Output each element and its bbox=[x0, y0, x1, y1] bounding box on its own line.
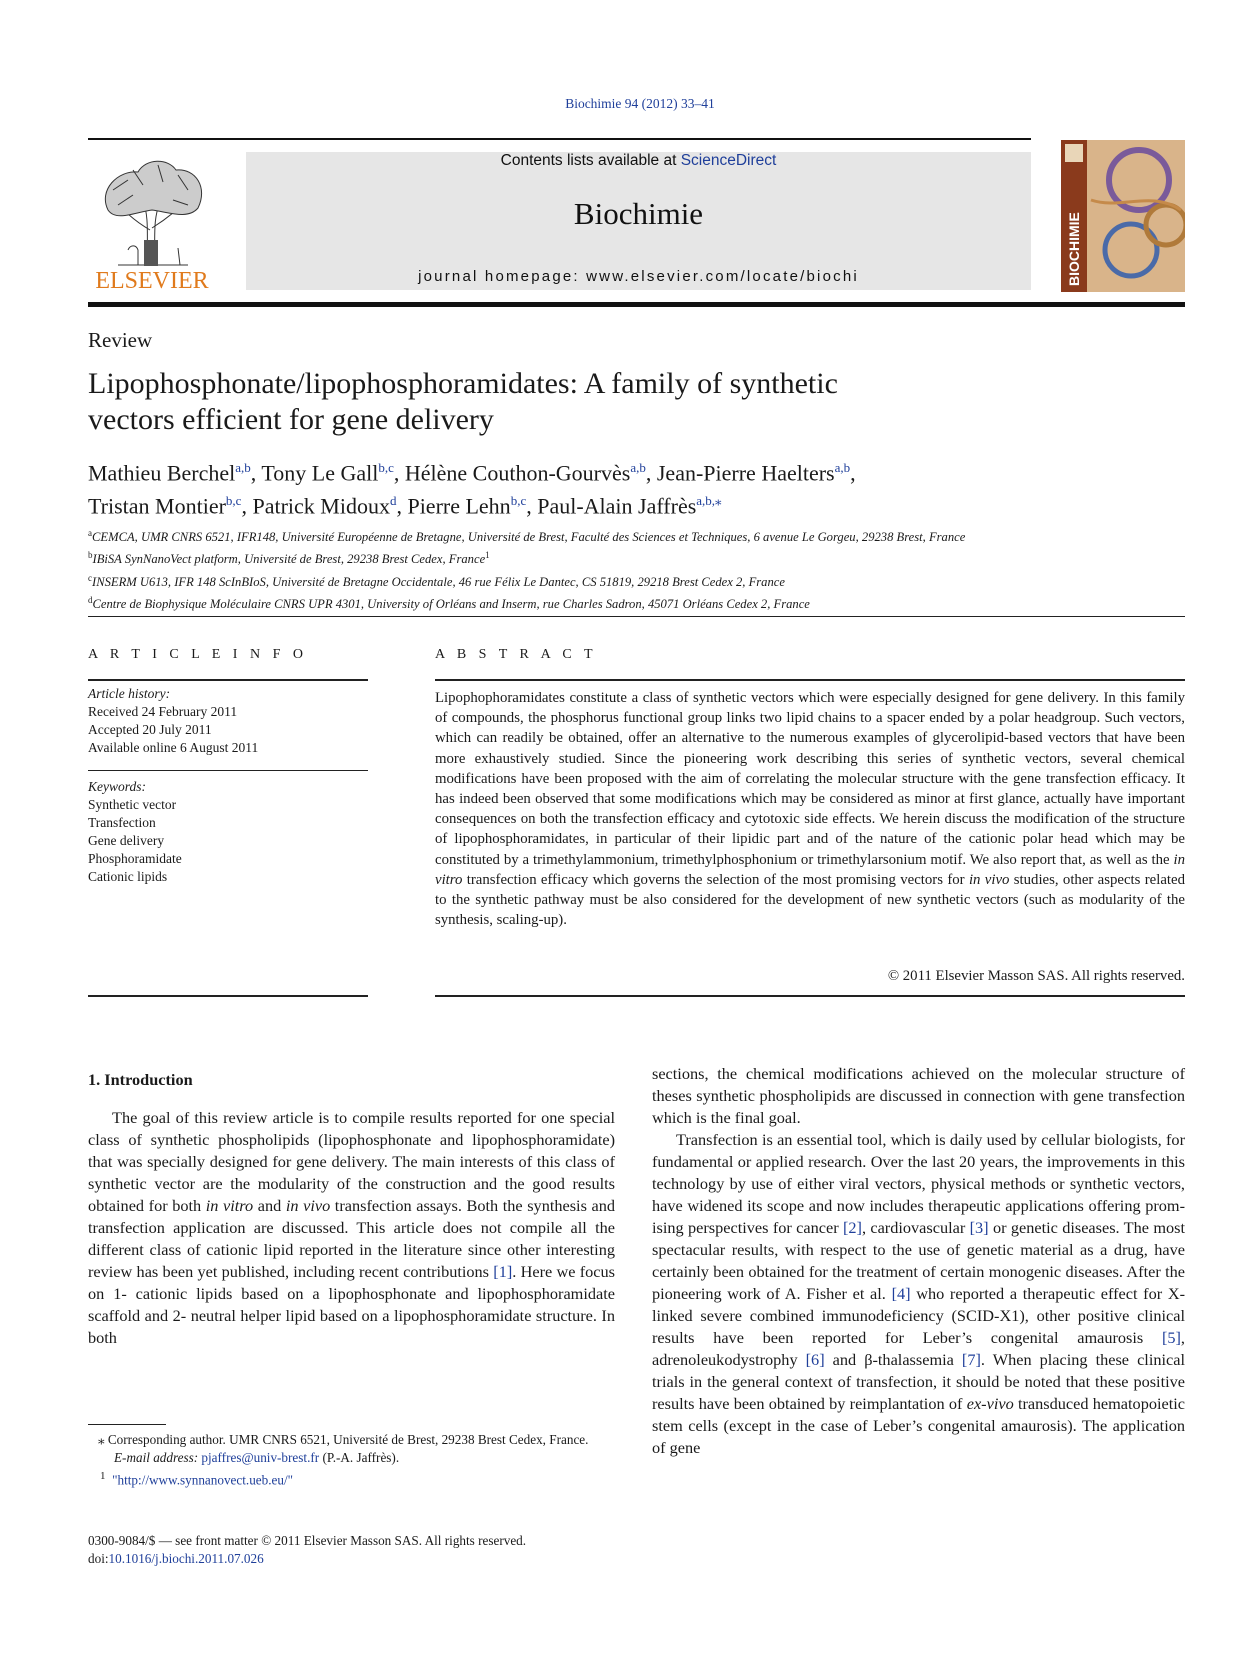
citation-link[interactable]: [2] bbox=[842, 1218, 862, 1237]
journal-banner bbox=[246, 152, 1031, 290]
email-note: E-mail address: pjaffres@univ-brest.fr (P.-A. Jaffrès). bbox=[114, 1450, 400, 1465]
citation-link[interactable]: [6] bbox=[805, 1350, 825, 1369]
front-matter bbox=[88, 1532, 688, 1568]
history-item: Available online 6 August 2011 bbox=[88, 740, 259, 755]
article-history: Article history: Received 24 February 2011 Accepted 20 July 2011 Available online 6 August 2011 bbox=[88, 685, 368, 757]
header-thick-rule bbox=[88, 302, 1185, 307]
author-affil-link[interactable]: b,c bbox=[510, 493, 527, 509]
footnote-1: $^1$ "http://www.synnanovect.ueb.eu/" bbox=[100, 1470, 294, 1488]
title-line: vectors efficient for gene delivery bbox=[88, 403, 494, 436]
author-line: Tristan Montier$^{b,c}$, Patrick Midoux$^d$, Pierre Lehn$^{b,c}$, Paul-Alain Jaffrès$^{a,b,⁎}$ bbox=[88, 493, 722, 519]
article-type: Review bbox=[88, 328, 153, 352]
article-info-bottom-rule bbox=[88, 995, 368, 997]
article-title bbox=[88, 366, 988, 438]
keyword: Transfection bbox=[88, 815, 156, 830]
journal-cover[interactable] bbox=[1061, 140, 1185, 292]
keyword: Phosphoramidate bbox=[88, 851, 182, 866]
citation-link[interactable]: [7] bbox=[961, 1350, 981, 1369]
section-heading: 1. Introduction bbox=[88, 1070, 193, 1089]
citation-link[interactable]: [4] bbox=[891, 1284, 911, 1303]
footnote-link[interactable]: 1 bbox=[485, 550, 490, 561]
abstract-rule bbox=[435, 679, 1185, 681]
author-affil-link[interactable]: b,c bbox=[378, 460, 394, 475]
author-affil-link[interactable]: a,b bbox=[235, 460, 251, 475]
cover-title: BIOCHIMIE bbox=[1066, 212, 1082, 286]
section-rule bbox=[88, 616, 1185, 617]
cover-image-icon bbox=[1061, 140, 1185, 292]
author-affil-link[interactable]: a,b bbox=[630, 460, 646, 475]
affiliation: $^c$INSERM U613, IFR 148 ScInBIoS, Université de Bretagne Occidentale, 46 rue Félix Le Dantec, CS 51819, 29218 Brest Cedex 2, France bbox=[88, 572, 785, 590]
elsevier-wordmark: ELSEVIER bbox=[95, 268, 209, 292]
article-info-rule bbox=[88, 679, 368, 681]
author-name: Tony Le Gall bbox=[261, 460, 379, 486]
intro-left-column bbox=[88, 1107, 615, 1349]
keywords: Keywords: Synthetic vector Transfection Gene delivery Phosphoramidate Cationic lipids bbox=[88, 778, 368, 886]
issn-line: 0300-9084/$ — see front matter © 2011 Elsevier Masson SAS. All rights reserved. bbox=[88, 1533, 527, 1548]
journal-reference[interactable]: Biochimie 94 (2012) 33–41 bbox=[565, 96, 715, 111]
corresponding-author-note: ⁎ Corresponding author. UMR CNRS 6521, Université de Brest, 29238 Brest Cedex, France. bbox=[98, 1432, 589, 1447]
abstract-body: Lipophophoramidates constitute a class of synthetic vectors which were especially designed for gene delivery. In this family of compounds, the phosphorus functional group links two lipid chains to a spacer ended by a polar headgroup. Such vectors, which can readily be obtained, offer an alternative to the numerous examples of glycerolipid-based vectors that have been more exhaustively studied. Since the pioneering work describing this series of synthetic vectors, several chemical modifications have been proposed with the aim of correlating the molecular structure with the gene transfection efficacy. It has indeed been observed that some modifications which may be considered as minor at first glance, actually have important consequences on both the transfection efficacy and cytotoxic side effects. We herein discuss the modification of the structure of lipophosphoramidates, in particular of their lipidic part and of the nature of the cationic polar head which may be constituted by a trimethylammonium, trimethylphosphonium or trimethylarsonium motif. We also report that, as well as the in vitro transfection efficacy which governs the selection of the most promising vectors for in vivo studies, other aspects related to the synthetic pathway must be also considered for the development of new synthetic vectors (such as modularity of the synthesis, scaling-up). bbox=[435, 690, 1185, 929]
affiliation: $^a$CEMCA, UMR CNRS 6521, IFR148, Université Européenne de Bretagne, Université de Brest, Faculté des Sciences et Techniques, 6 avenue Le Gorgeu, 29238 Brest, France bbox=[88, 528, 966, 545]
header-rule bbox=[88, 138, 1031, 140]
author-affil-link[interactable]: a,b bbox=[834, 460, 851, 475]
doi-link[interactable]: 10.1016/j.biochi.2011.07.026 bbox=[108, 1551, 264, 1566]
citation-link[interactable]: [5] bbox=[1161, 1328, 1181, 1347]
footnote-url-link[interactable]: "http://www.synnanovect.ueb.eu/" bbox=[112, 1472, 294, 1488]
email-link[interactable]: pjaffres@univ-brest.fr bbox=[201, 1450, 320, 1465]
author-affil-link[interactable]: a,b,⁎ bbox=[696, 493, 722, 509]
abstract-heading: A B S T R A C T bbox=[435, 647, 598, 662]
author-name: Tristan Montier bbox=[88, 493, 226, 519]
sciencedirect-link[interactable]: ScienceDirect bbox=[680, 152, 777, 169]
doi-line: doi:10.1016/j.biochi.2011.07.026 bbox=[88, 1551, 264, 1566]
author-name: Paul-Alain Jaffrès bbox=[537, 493, 697, 519]
author-name: Mathieu Berchel bbox=[88, 460, 236, 486]
article-info-heading: A R T I C L E I N F O bbox=[88, 647, 308, 662]
author-name: Patrick Midoux bbox=[252, 493, 390, 519]
keywords-rule bbox=[88, 770, 368, 771]
author-affil-link[interactable]: d bbox=[389, 493, 397, 509]
paragraph: The goal of this review article is to compile results reported for one special class of synthetic phospholipids (lipophosphonate and lipophosphoramidate) that was specially designed for gene delivery. The main interests of this class of synthetic vector are the modularity of the construction and the good results obtained for both in vitro and in vivo transfection assays. Both the synthesis and transfection application are discussed. This article does not compile all the different class of cationic lipid reported in the literature since other interesting review has been yet published, including recent contributions [1]. Here we focus on 1- cationic lipids based on a lipophosphonate and lipophosphoramidate scaffold and 2- neutral helper lipid based on a lipophosphoramidate structure. In both bbox=[88, 1108, 616, 1347]
author-name: Pierre Lehn bbox=[407, 493, 511, 519]
title-line: Lipophosphonate/lipophosphoramidates: A family of synthetic bbox=[88, 367, 838, 400]
affiliations bbox=[88, 524, 1185, 614]
abstract-copyright: © 2011 Elsevier Masson SAS. All rights reserved. bbox=[887, 968, 1185, 984]
elsevier-logo[interactable] bbox=[88, 150, 216, 292]
author-name: Jean-Pierre Haelters bbox=[656, 460, 835, 486]
affiliation: $^d$Centre de Biophysique Moléculaire CNRS UPR 4301, University of Orléans and Inserm, rue Charles Sadron, 45071 Orléans Cedex 2, France bbox=[88, 595, 810, 612]
citation-link[interactable]: [3] bbox=[969, 1218, 989, 1237]
author-name: Hélène Couthon-Gourvès bbox=[404, 460, 631, 486]
history-item: Accepted 20 July 2011 bbox=[88, 722, 212, 737]
keyword: Cationic lipids bbox=[88, 869, 168, 884]
author-list bbox=[88, 454, 1088, 521]
keyword: Gene delivery bbox=[88, 833, 165, 848]
affiliation: $^b$IBiSA SynNanoVect platform, Université de Brest, 29238 Brest Cedex, France$^1$ bbox=[88, 550, 490, 567]
author-affil-link[interactable]: b,c bbox=[225, 493, 242, 509]
paragraph: sections, the chemical modifications achieved on the molecular structure of theses synthetic phospholipids are discussed in connection with gene transfection which is the final goal. bbox=[652, 1064, 1185, 1127]
paragraph: Transfection is an essential tool, which is daily used by cellular biologists, for fundamental or applied research. Over the last 20 years, the improvements in this technology by use of either viral vectors, physical methods or synthetic vectors, have widened its scope and now includes therapeutic applications offering promising perspectives for cancer [2], cardiovascular [3] or genetic diseases. The most spectacular results, with respect to the use of genetic material as a drug, have certainly been obtained for the treatment of certain monogenic diseases. After the pioneering work of A. Fisher et al. [4] who reported a therapeutic effect for X-linked severe combined immunodeficiency (SCID-X1), other positive clinical results have been reported for Leber’s congenital amaurosis [5], adrenoleukodystrophy [6] and β-thalassemia [7]. When placing these clinical trials in the general context of transfection, it should be noted that these positive results have been obtained by reimplantation of ex-vivo transduced hematopoietic stem cells (except in the case of Leber’s congenital amaurosis). The application of gene bbox=[652, 1130, 1186, 1457]
intro-right-column bbox=[652, 1063, 1185, 1459]
elsevier-tree-icon bbox=[88, 150, 216, 292]
footnotes bbox=[88, 1431, 615, 1489]
contents-line: Contents lists available at ScienceDirect bbox=[500, 152, 777, 169]
history-item: Received 24 February 2011 bbox=[88, 704, 238, 719]
journal-title: Biochimie bbox=[573, 196, 704, 231]
journal-homepage[interactable]: journal homepage: www.elsevier.com/locate/biochi bbox=[418, 268, 859, 285]
author-line: Mathieu Berchel$^{a,b}$, Tony Le Gall$^{b,c}$, Hélène Couthon-Gourvès$^{a,b}$, Jean-Pierre Haelters$^{a,b}$, bbox=[88, 460, 856, 486]
keyword: Synthetic vector bbox=[88, 797, 177, 812]
abstract-bottom-rule bbox=[435, 995, 1185, 997]
citation-link[interactable]: [1] bbox=[493, 1262, 513, 1281]
footnote-rule bbox=[88, 1424, 166, 1425]
